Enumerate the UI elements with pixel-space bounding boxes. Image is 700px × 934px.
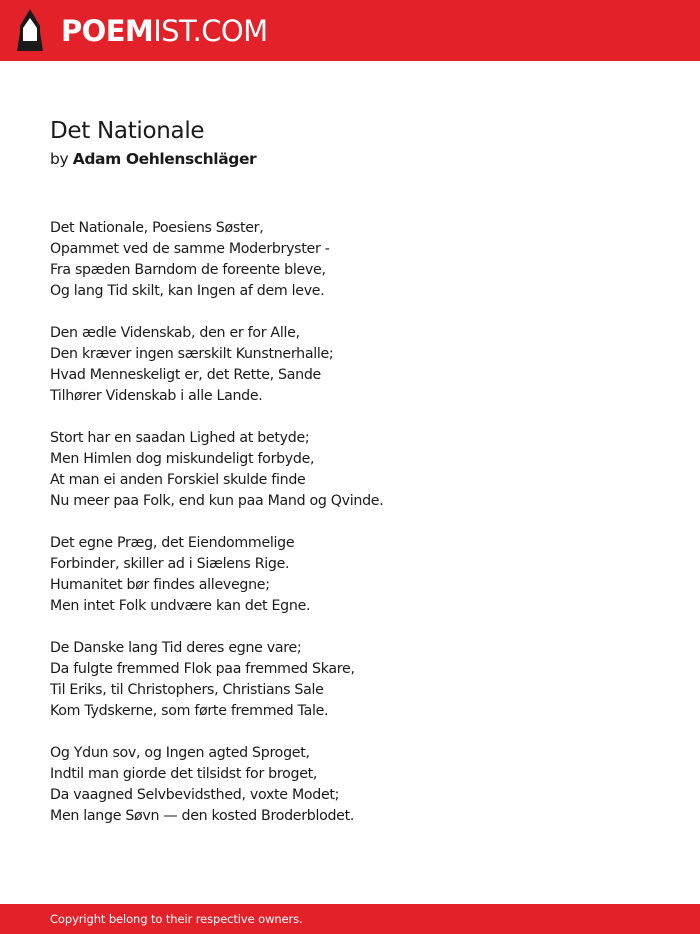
poem-stanza: [50, 743, 670, 827]
poem-line: De Danske lang Tid deres egne vare;: [50, 640, 302, 656]
poem-line: Den ædle Videnskab, den er for Alle,: [50, 325, 300, 341]
poem-line: Forbinder, skiller ad i Siælens Rige.: [50, 556, 290, 572]
logo-light-text: IST.COM: [153, 14, 268, 48]
poem-body: [50, 218, 670, 848]
poem-title: Det Nationale: [50, 118, 205, 144]
pencil-tip-icon: [17, 9, 43, 52]
poem-line: Men intet Folk undvære kan det Egne.: [50, 598, 311, 614]
poem-line: Indtil man giorde det tilsidst for broget,: [50, 766, 318, 782]
poem-line: Nu meer paa Folk, end kun paa Mand og Qvinde.: [50, 493, 384, 509]
poem-line: Da vaagned Selvbevidsthed, voxte Modet;: [50, 787, 340, 803]
poem-stanza: [50, 533, 670, 617]
copyright-notice: Copyright belong to their respective owners.: [50, 912, 303, 926]
poem-line: Humanitet bør findes allevegne;: [50, 577, 270, 593]
poem-line: Kom Tydskerne, som førte fremmed Tale.: [50, 703, 329, 719]
poem-line: Det egne Præg, det Eiendommelige: [50, 535, 295, 551]
poem-line: Hvad Menneskeligt er, det Rette, Sande: [50, 367, 321, 383]
poem-line: Opammet ved de samme Moderbryster -: [50, 241, 330, 257]
poem-line: Men Himlen dog miskundeligt forbyde,: [50, 451, 315, 467]
site-footer: [0, 904, 700, 934]
poem-stanza: [50, 323, 670, 407]
poem-line: Og lang Tid skilt, kan Ingen af dem leve.: [50, 283, 325, 299]
site-header: [0, 0, 700, 61]
poem-stanza: [50, 428, 670, 512]
poem-line: Da fulgte fremmed Flok paa fremmed Skare,: [50, 661, 355, 677]
poem-line: At man ei anden Forskiel skulde finde: [50, 472, 306, 488]
poem-byline: [50, 149, 256, 169]
poem-line: Og Ydun sov, og Ingen agted Sproget,: [50, 745, 310, 761]
poem-author: Adam Oehlenschläger: [72, 150, 257, 168]
poem-stanza: [50, 638, 670, 722]
poem-line: Det Nationale, Poesiens Søster,: [50, 220, 264, 236]
poem-line: Stort har en saadan Lighed at betyde;: [50, 430, 310, 446]
poem-line: Fra spæden Barndom de foreente bleve,: [50, 262, 326, 278]
poem-line: Men lange Søvn — den kosted Broderblodet.: [50, 808, 355, 824]
poem-line: Den kræver ingen særskilt Kunstnerhalle;: [50, 346, 334, 362]
by-label: by: [50, 150, 69, 168]
site-logo[interactable]: [61, 13, 268, 49]
poem-stanza: [50, 218, 670, 302]
logo-bold-text: POEM: [61, 14, 154, 48]
poem-line: Til Eriks, til Christophers, Christians Sale: [50, 682, 324, 698]
poem-line: Tilhører Videnskab i alle Lande.: [50, 388, 263, 404]
